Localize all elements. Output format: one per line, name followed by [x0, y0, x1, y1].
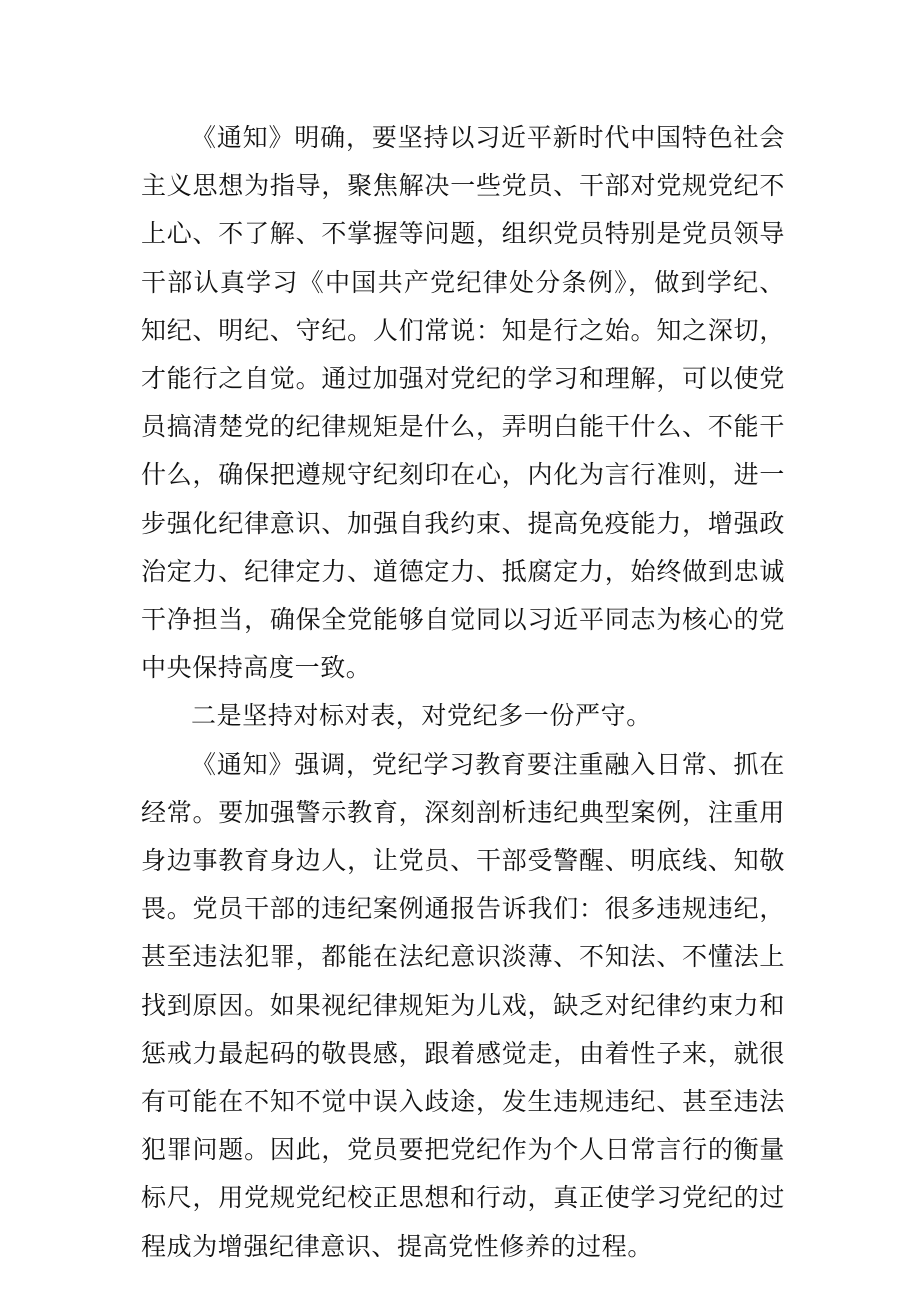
paragraph-1: 《通知》明确，要坚持以习近平新时代中国特色社会主义思想为指导，聚焦解决一些党员、干部对党规党纪不上心、不了解、不掌握等问题，组织党员特别是党员领导干部认真学习《中国共产党纪律处分条例》，做到学纪、知纪、明纪、守纪。人们常说：知是行之始。知之深切，才能行之自觉。通过加强对党纪的学习和理解，可以使党员搞清楚党的纪律规矩是什么，弄明白能干什么、不能干什么，确保把遵规守纪刻印在心，内化为言行准则，进一步强化纪律意识、加强自我约束、提高免疫能力，增强政治定力、纪律定力、道德定力、抵腐定力，始终做到忠诚干净担当，确保全党能够自觉同以习近平同志为核心的党中央保持高度一致。	[141, 123, 785, 683]
paragraph-2-heading: 二是坚持对标对表，对党纪多一份严守。	[191, 701, 652, 731]
paragraph-3: 《通知》强调，党纪学习教育要注重融入日常、抓在经常。要加强警示教育，深刻剖析违纪典型案例，注重用身边事教育身边人，让党员、干部受警醒、明底线、知敬畏。党员干部的违纪案例通报告诉我们：很多违规违纪，甚至违法犯罪，都能在法纪意识淡薄、不知法、不懂法上找到原因。如果视纪律规矩为儿戏，缺乏对纪律约束力和惩戒力最起码的敬畏感，跟着感觉走，由着性子来，就很有可能在不知不觉中误入歧途，发生违规违纪、甚至违法犯罪问题。因此，党员要把党纪作为个人日常言行的衡量标尺，用党规党纪校正思想和行动，真正使学习党纪的过程成为增强纪律意识、提高党性修养的过程。	[141, 749, 785, 1261]
document-body	[141, 114, 785, 1271]
